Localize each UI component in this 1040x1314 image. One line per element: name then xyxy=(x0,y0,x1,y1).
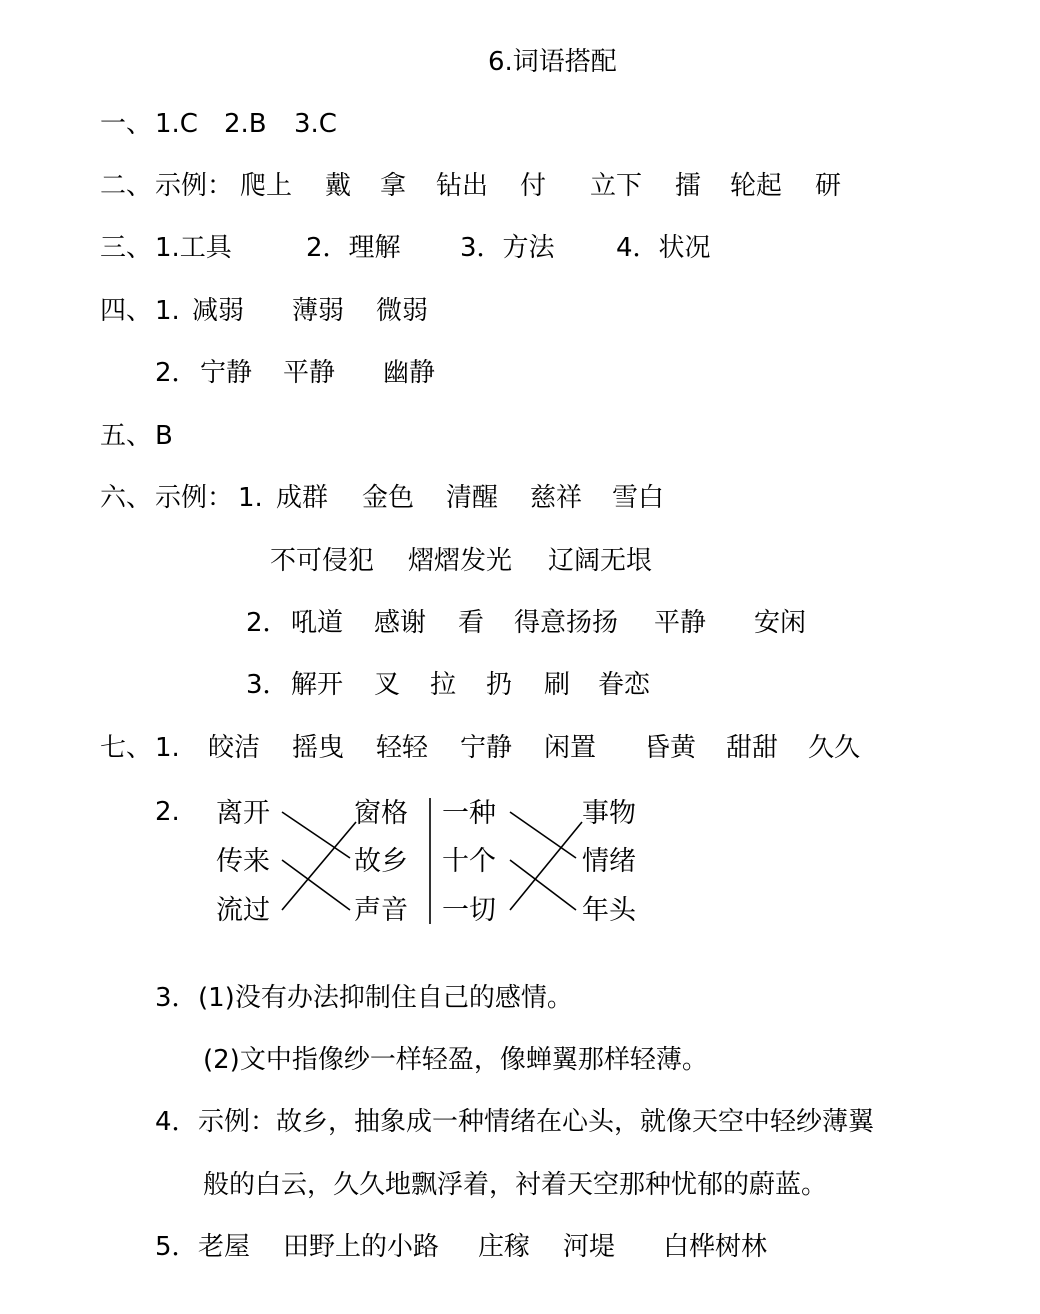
answer-item: 田野上的小路 xyxy=(283,1232,440,1262)
item-number: 5． xyxy=(155,1232,198,1262)
answer-item: 辽阔无垠 xyxy=(548,546,653,576)
item-number: 1. xyxy=(238,483,263,513)
answer-item: 平静 xyxy=(654,608,707,638)
answer-item: 刷 xyxy=(544,670,571,700)
section-label: 一、 xyxy=(100,109,153,139)
match-line xyxy=(510,860,576,910)
answer-text: 般的白云，久久地飘浮着，衬着天空那种忧郁的蔚蓝。 xyxy=(203,1170,828,1200)
answer-item: 1.工具 xyxy=(155,233,232,263)
answer-item: 微弱 xyxy=(376,296,429,326)
answer-item: 拉 xyxy=(430,670,457,700)
answer-item: 解开 xyxy=(291,670,344,700)
answer-item: 2.B xyxy=(224,109,267,139)
match-line xyxy=(282,822,356,910)
answer-item: B xyxy=(155,421,173,451)
match-line xyxy=(282,812,350,858)
answer-item: 4．状况 xyxy=(616,233,711,263)
answer-item: 3．方法 xyxy=(460,233,555,263)
answer-item: 不可侵犯 xyxy=(270,546,375,576)
match-line xyxy=(282,860,350,910)
section-label: 五、 xyxy=(100,421,153,451)
answer-item: 吼道 xyxy=(291,608,344,638)
answer-item: 擂 xyxy=(675,171,702,201)
answer-item: 安闲 xyxy=(754,608,807,638)
answer-item: 慈祥 xyxy=(530,483,583,513)
answer-item: 立下 xyxy=(590,171,643,201)
match-word: 一切 xyxy=(442,895,496,926)
item-number: 3． xyxy=(246,670,289,700)
answer-text: 示例：故乡，抽象成一种情绪在心头，就像天空中轻纱薄翼 xyxy=(198,1107,875,1137)
answer-item: 拿 xyxy=(380,171,407,201)
match-line xyxy=(510,822,582,910)
answer-item: 付 xyxy=(520,171,547,201)
item-number: 2． xyxy=(246,608,289,638)
answer-item: 昏黄 xyxy=(644,733,697,763)
match-word: 离开 xyxy=(216,798,270,829)
answer-item: 清醒 xyxy=(446,483,499,513)
item-number: 2． xyxy=(155,358,198,388)
answer-item: 薄弱 xyxy=(292,296,345,326)
answer-item: 研 xyxy=(815,171,842,201)
answer-item: 皎洁 xyxy=(208,733,261,763)
item-number: 4． xyxy=(155,1107,198,1137)
match-word: 故乡 xyxy=(354,846,408,877)
section-label: 七、 xyxy=(100,733,153,763)
match-word: 传来 xyxy=(216,846,270,877)
answer-item: 摇曳 xyxy=(292,733,345,763)
match-word: 情绪 xyxy=(582,846,636,877)
answer-item: 宁静 xyxy=(460,733,513,763)
answer-item: 老屋 xyxy=(198,1232,251,1262)
answer-item: 轮起 xyxy=(730,171,783,201)
answer-item: 感谢 xyxy=(374,608,427,638)
match-word: 年头 xyxy=(582,895,636,926)
match-word: 流过 xyxy=(216,895,270,926)
section-label: 二、 xyxy=(100,171,153,201)
answer-item: 2．理解 xyxy=(306,233,401,263)
match-word: 事物 xyxy=(582,798,636,829)
answer-item: 叉 xyxy=(374,670,401,700)
answer-text: (2)文中指像纱一样轻盈，像蝉翼那样轻薄。 xyxy=(203,1045,708,1075)
match-word: 窗格 xyxy=(354,798,408,829)
answer-text: (1)没有办法抑制住自己的感情。 xyxy=(198,983,573,1013)
section-label: 三、 xyxy=(100,233,153,263)
match-word: 一种 xyxy=(442,798,496,829)
answer-item: 金色 xyxy=(362,483,415,513)
answer-item: 戴 xyxy=(325,171,352,201)
answer-item: 得意扬扬 xyxy=(514,608,619,638)
answer-item: 成群 xyxy=(276,483,329,513)
example-prefix: 示例： xyxy=(155,483,234,513)
answer-item: 庄稼 xyxy=(478,1232,531,1262)
match-word: 十个 xyxy=(442,846,496,877)
answer-item: 平静 xyxy=(283,358,336,388)
answer-item: 减弱 xyxy=(192,296,245,326)
answer-item: 宁静 xyxy=(200,358,253,388)
example-prefix: 示例： xyxy=(155,171,234,201)
item-number: 1. xyxy=(155,733,180,763)
match-word: 声音 xyxy=(354,895,408,926)
answer-item: 钻出 xyxy=(436,171,489,201)
answer-item: 3.C xyxy=(294,109,337,139)
section-label: 四、 xyxy=(100,296,153,326)
answer-item: 白桦树林 xyxy=(663,1232,768,1262)
answer-item: 幽静 xyxy=(383,358,436,388)
answer-item: 轻轻 xyxy=(376,733,429,763)
answer-item: 久久 xyxy=(808,733,861,763)
answer-item: 扔 xyxy=(486,670,513,700)
page-title: 6.词语搭配 xyxy=(488,47,617,77)
match-line xyxy=(510,812,576,858)
answer-item: 眷恋 xyxy=(598,670,651,700)
item-number: 3． xyxy=(155,983,198,1013)
answer-item: 甜甜 xyxy=(726,733,779,763)
matching-diagram xyxy=(210,796,650,932)
answer-item: 看 xyxy=(458,608,485,638)
answer-item: 1.C xyxy=(155,109,198,139)
answer-item: 爬上 xyxy=(240,171,293,201)
answer-item: 闲置 xyxy=(544,733,597,763)
item-number: 2. xyxy=(155,797,180,827)
answer-item: 河堤 xyxy=(563,1232,616,1262)
answer-item: 雪白 xyxy=(612,483,665,513)
answer-item: 熠熠发光 xyxy=(408,546,513,576)
section-label: 六、 xyxy=(100,483,153,513)
item-number: 1. xyxy=(155,296,180,326)
